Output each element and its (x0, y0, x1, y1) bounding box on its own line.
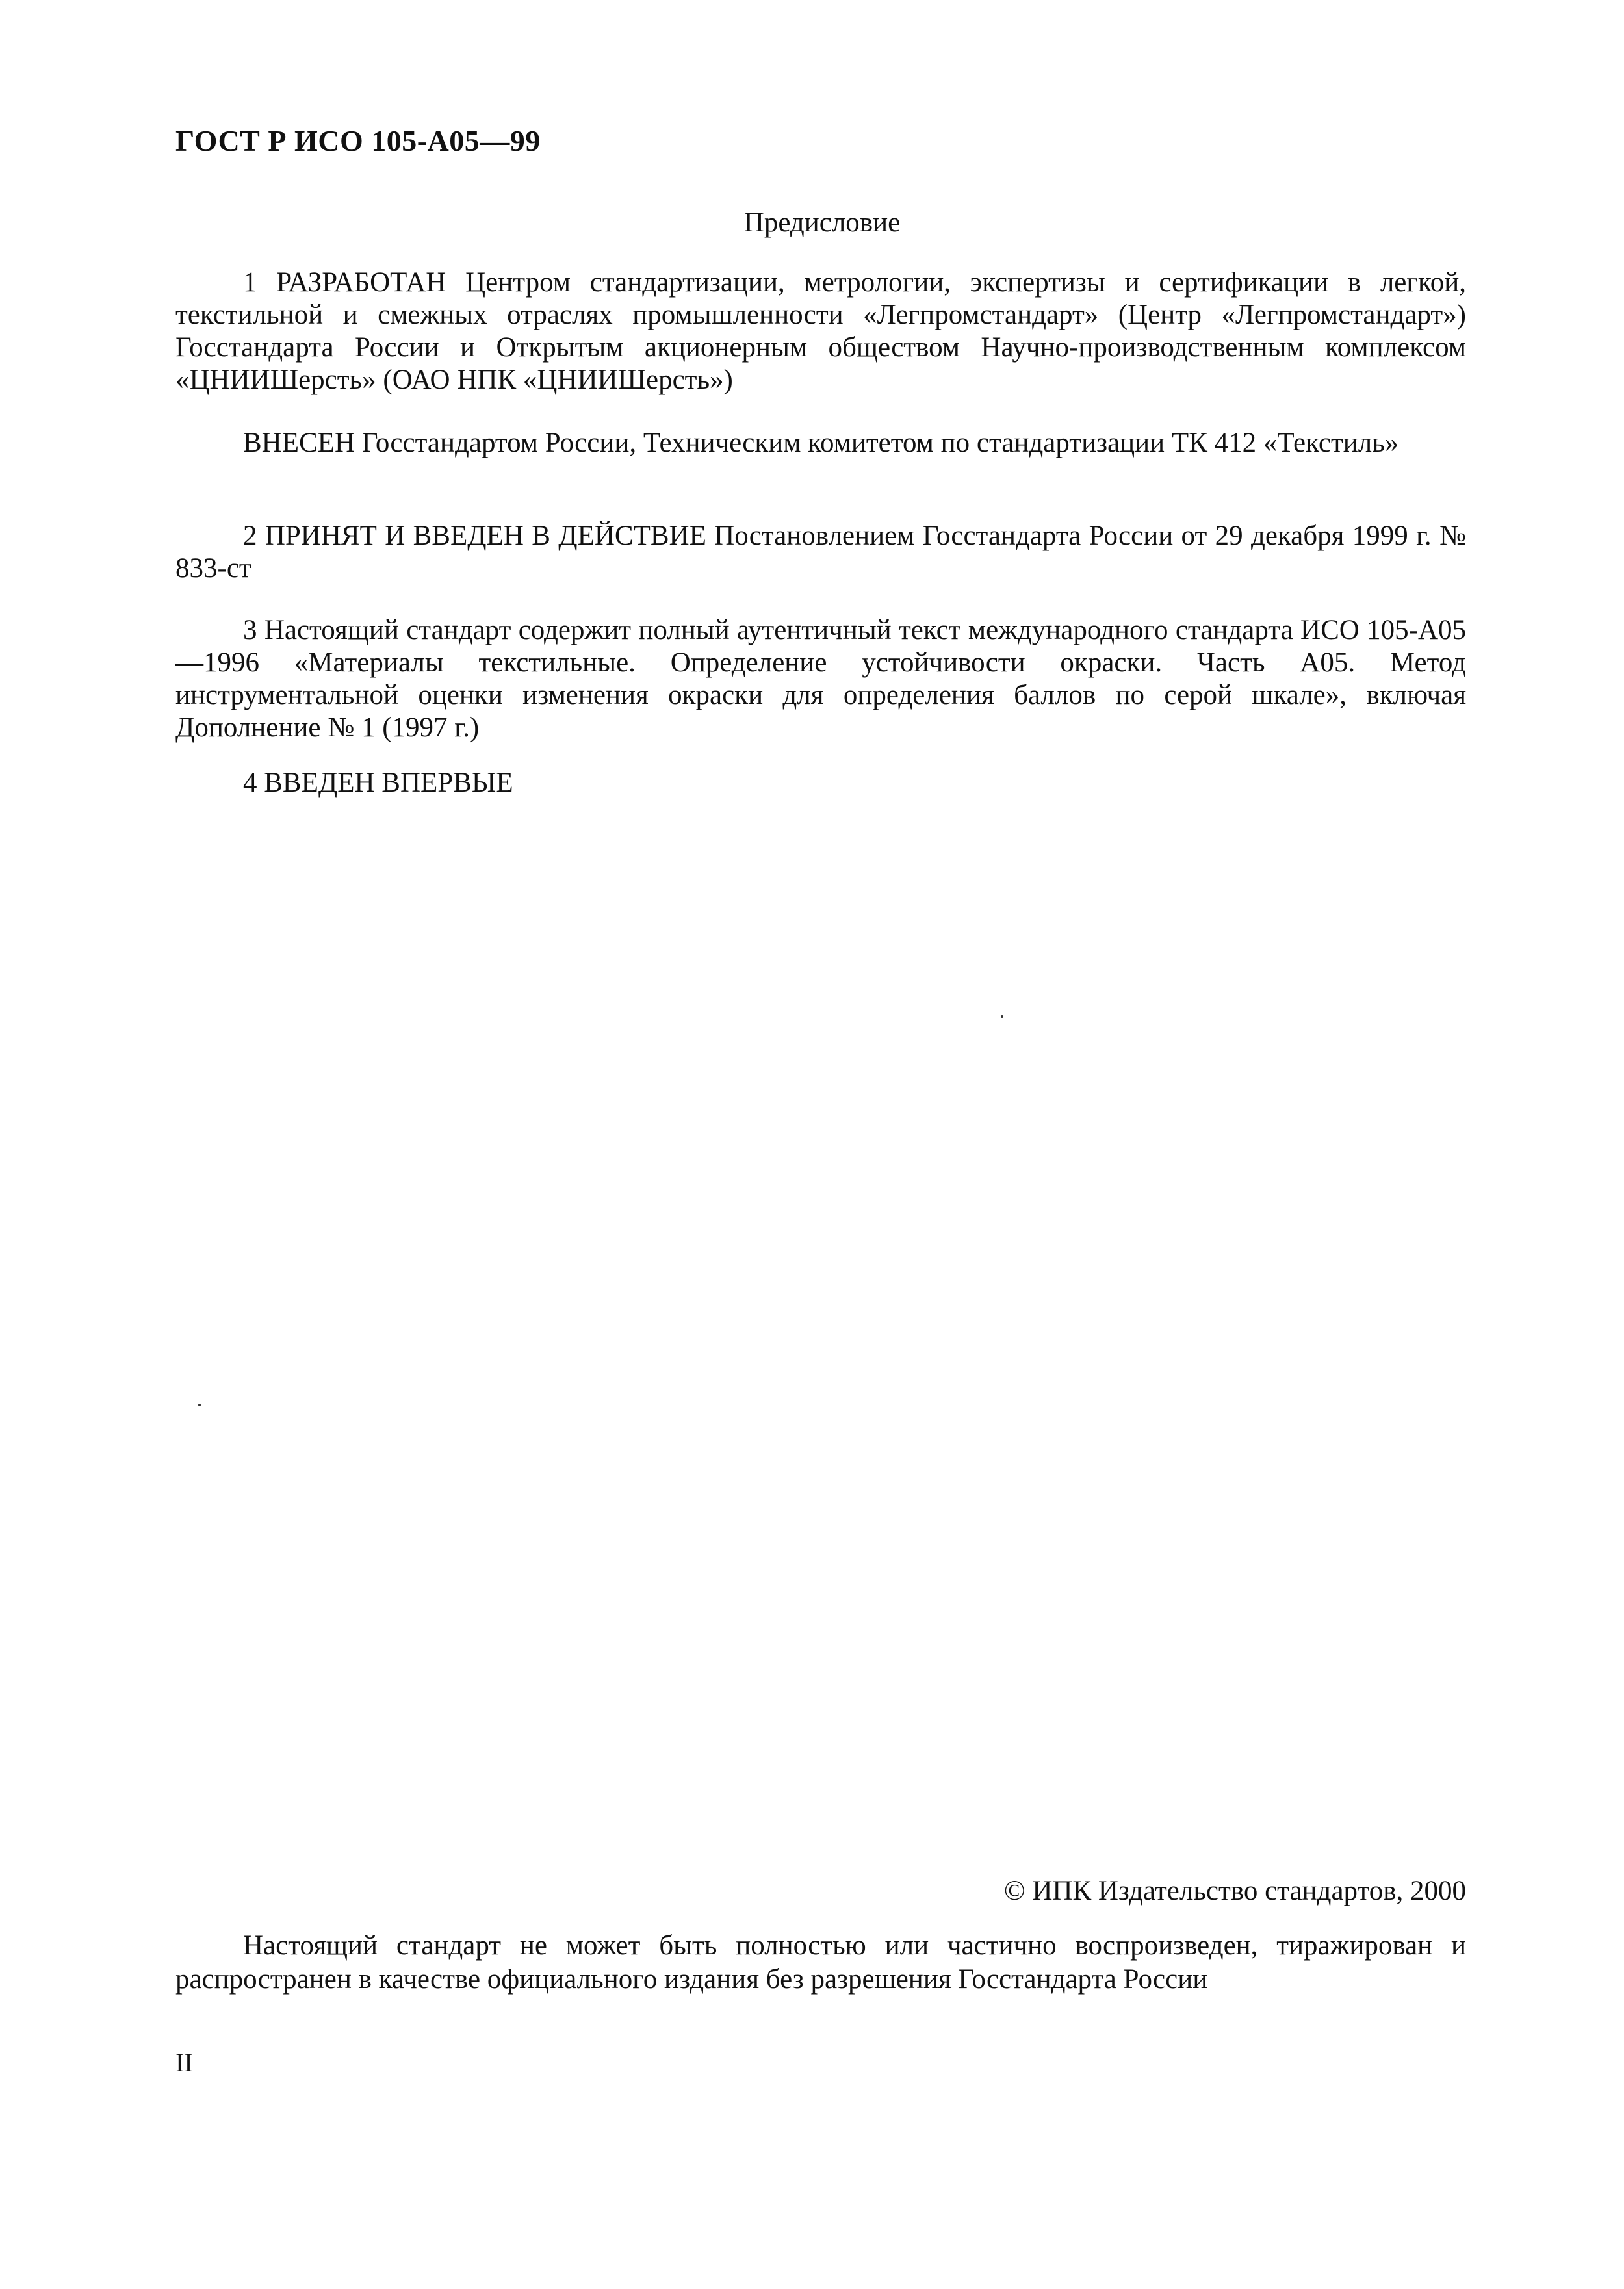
foreword-paragraph-submitted: ВНЕСЕН Госстандартом России, Техническим комитетом по стандартизации ТК 412 «Текстиль» (243, 428, 1399, 458)
standard-code-header: ГОСТ Р ИСО 105-А05—99 (175, 124, 541, 157)
scan-speck (1001, 1015, 1003, 1018)
foreword-heading: Предисловие (743, 207, 901, 238)
scan-speck (198, 1404, 201, 1406)
copyright-line: © ИПК Издательство стандартов, 2000 (1003, 1876, 1466, 1906)
foreword-paragraph-adopted: 2 ПРИНЯТ И ВВЕДЕН В ДЕЙСТВИЕ Постановлением Госстандарта России от 29 декабря 1999 г. № 833-ст (175, 521, 1466, 584)
page-number: II (175, 2048, 193, 2077)
foreword-paragraph-developed: 1 РАЗРАБОТАН Центром стандартизации, метрологии, экспертизы и сертификации в легкой, текстильной и смежных отраслях промышленности «Легпромстандарт» (Центр «Легпромстандарт») Госстандарта России и Открытым акционерным обществом Научно-производственным комплексом «ЦНИИШерсть» (ОАО НПК «ЦНИИШерсть») (175, 267, 1466, 395)
reproduction-notice: Настоящий стандарт не может быть полностью или частично воспроизведен, тиражирован и распространен в качестве официального издания без разрешения Госстандарта России (175, 1930, 1466, 1995)
foreword-paragraph-first-introduced: 4 ВВЕДЕН ВПЕРВЫЕ (243, 768, 513, 798)
foreword-paragraph-content: 3 Настоящий стандарт содержит полный аутентичный текст международного стандарта ИСО 105-А05—1996 «Материалы текстильные. Определение устойчивости окраски. Часть А05. Метод инструментальной оценки изменения окраски для определения баллов по серой шкале», включая Дополнение № 1 (1997 г.) (175, 615, 1466, 743)
